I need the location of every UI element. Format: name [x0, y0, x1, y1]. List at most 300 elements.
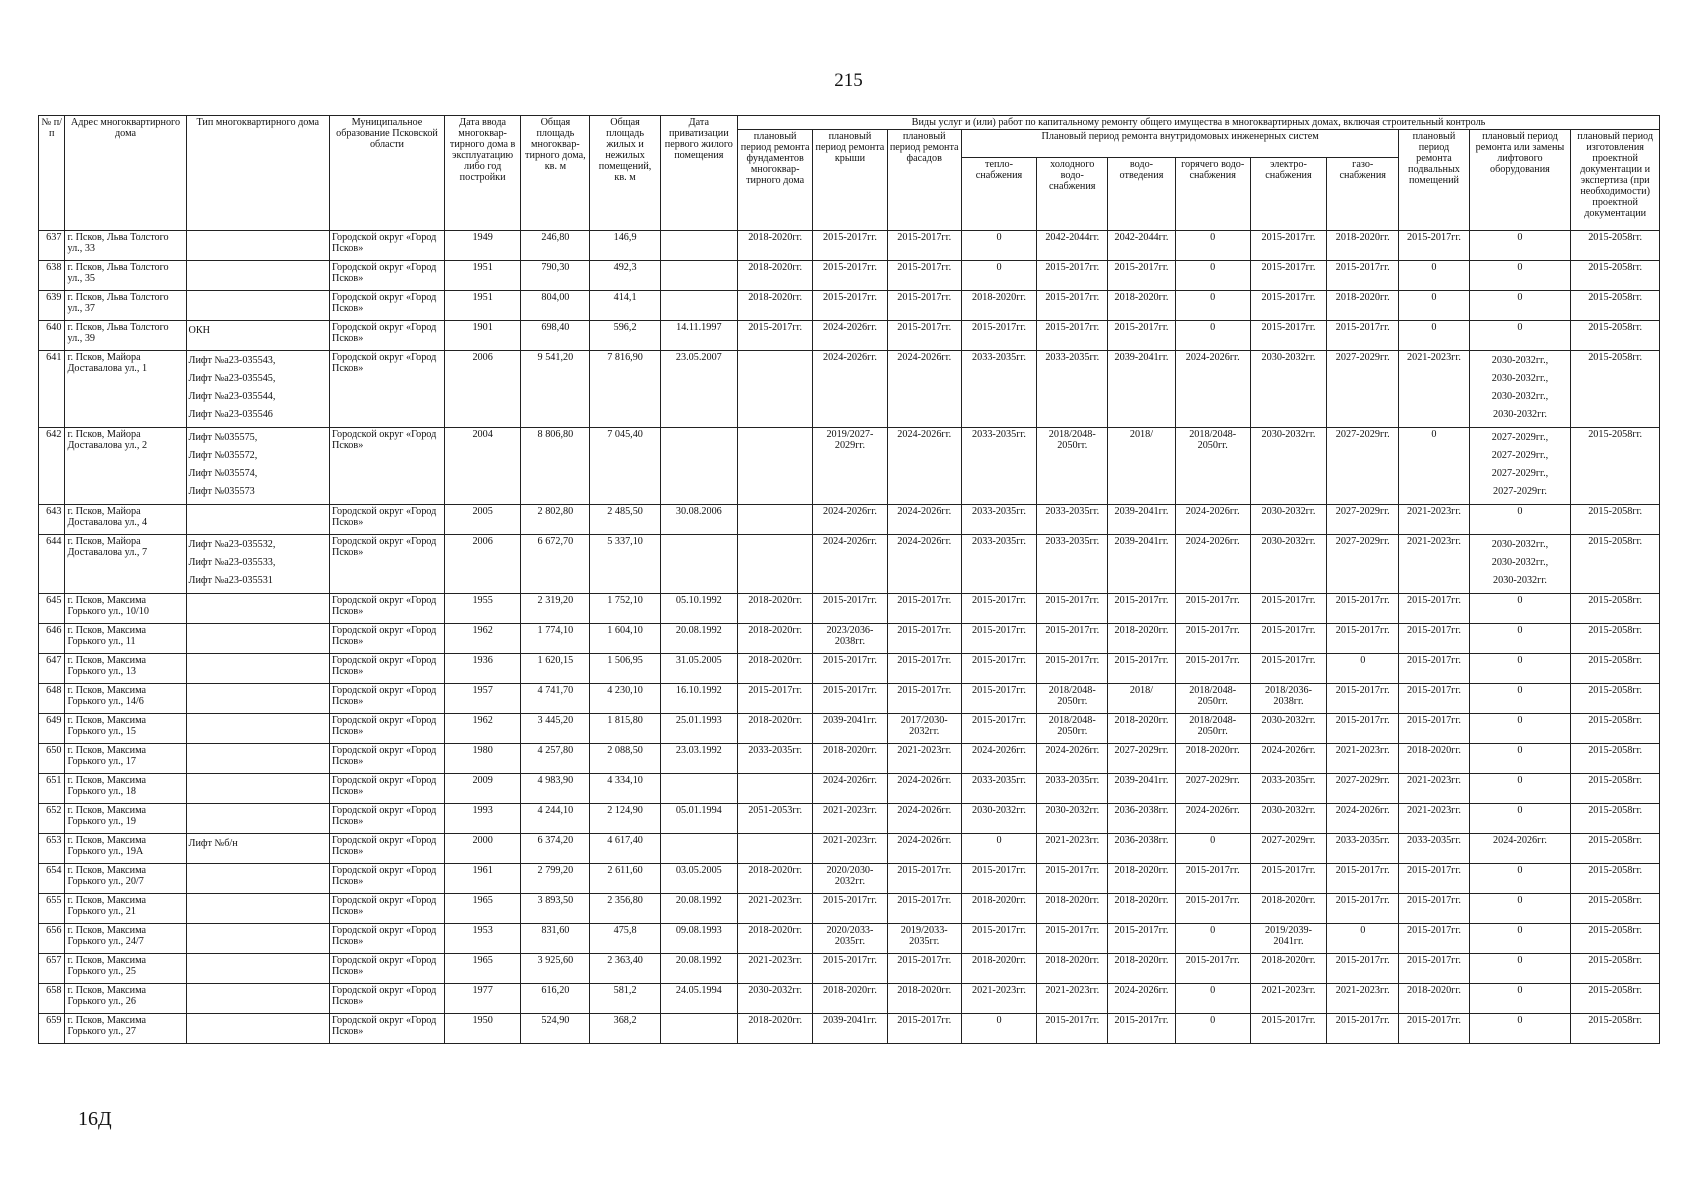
cell-hot-water: 2018/2048-2050гг.	[1175, 684, 1250, 714]
house-type-line: Лифт №а23-035546	[188, 409, 273, 420]
cell-electric: 2019/2039-2041гг.	[1250, 924, 1326, 954]
table-row	[39, 924, 1660, 954]
cell-roof: 2015-2017гг.	[813, 231, 887, 261]
cell-roof: 2021-2023гг.	[813, 834, 887, 864]
cell-elevator	[1469, 624, 1571, 654]
cell-cold-water: 2015-2017гг.	[1037, 291, 1108, 321]
table-row	[39, 428, 1660, 505]
cell-gas: 2018-2020гг.	[1327, 231, 1399, 261]
cell-elevator	[1469, 428, 1571, 505]
cell-heat: 0	[961, 834, 1036, 864]
cell-municipality: Городской округ «Город Псков»	[330, 535, 445, 594]
cell-elevator	[1469, 1014, 1571, 1044]
cell-foundation: 2030-2032гг.	[738, 984, 813, 1014]
cell-privatization-date	[660, 428, 737, 505]
house-type-line: Лифт №а23-035545,	[188, 373, 276, 384]
cell-foundation: 2018-2020гг.	[738, 654, 813, 684]
cell-hot-water: 0	[1175, 291, 1250, 321]
cell-basement: 2015-2017гг.	[1399, 714, 1469, 744]
elevator-period-line: 0	[1517, 775, 1523, 786]
cell-roof: 2019/2027-2029гг.	[813, 428, 887, 505]
cell-roof: 2015-2017гг.	[813, 261, 887, 291]
cell-electric: 2030-2032гг.	[1250, 535, 1326, 594]
cell-address: г. Псков, Максима Горького ул., 14/6	[65, 684, 186, 714]
elevator-period-line: 0	[1517, 745, 1523, 756]
cell-gas: 2027-2029гг.	[1327, 351, 1399, 428]
header-total-area: Общая площадь многоквар-тирного дома, кв. м	[521, 116, 590, 231]
cell-type	[186, 744, 329, 774]
cell-basement: 0	[1399, 291, 1469, 321]
cell-gas: 2027-2029гг.	[1327, 774, 1399, 804]
elevator-period-line: 2030-2032гг.,	[1491, 355, 1549, 366]
cell-hot-water: 2024-2026гг.	[1175, 804, 1250, 834]
cell-type	[186, 954, 329, 984]
elevator-period-line: 0	[1517, 895, 1523, 906]
cell-num: 649	[39, 714, 65, 744]
cell-facade: 2015-2017гг.	[887, 261, 961, 291]
cell-address: г. Псков, Максима Горького ул., 26	[65, 984, 186, 1014]
cell-municipality: Городской округ «Город Псков»	[330, 351, 445, 428]
cell-drainage: 2015-2017гг.	[1108, 1014, 1175, 1044]
cell-drainage: 2018-2020гг.	[1108, 291, 1175, 321]
cell-heat: 2018-2020гг.	[961, 954, 1036, 984]
cell-facade: 2015-2017гг.	[887, 321, 961, 351]
header-cold-water: холодного водо-снабжения	[1037, 158, 1108, 231]
cell-residential-area: 596,2	[590, 321, 660, 351]
cell-municipality: Городской округ «Город Псков»	[330, 834, 445, 864]
elevator-period-line: 0	[1517, 232, 1523, 243]
table-row	[39, 714, 1660, 744]
cell-design-docs: 2015-2058гг.	[1571, 624, 1660, 654]
cell-gas: 2015-2017гг.	[1327, 954, 1399, 984]
cell-address: г. Псков, Максима Горького ул., 11	[65, 624, 186, 654]
cell-basement: 2021-2023гг.	[1399, 351, 1469, 428]
cell-address: г. Псков, Льва Толстого ул., 35	[65, 261, 186, 291]
cell-num: 645	[39, 594, 65, 624]
table-row	[39, 321, 1660, 351]
cell-foundation	[738, 428, 813, 505]
cell-elevator	[1469, 744, 1571, 774]
cell-heat: 2015-2017гг.	[961, 924, 1036, 954]
cell-privatization-date	[660, 1014, 737, 1044]
header-num: № п/п	[39, 116, 65, 231]
cell-drainage: 2039-2041гг.	[1108, 351, 1175, 428]
cell-facade: 2015-2017гг.	[887, 954, 961, 984]
cell-gas: 2015-2017гг.	[1327, 321, 1399, 351]
cell-residential-area: 1 604,10	[590, 624, 660, 654]
cell-basement: 2015-2017гг.	[1399, 654, 1469, 684]
cell-total-area: 698,40	[521, 321, 590, 351]
cell-municipality: Городской округ «Город Псков»	[330, 864, 445, 894]
cell-privatization-date: 14.11.1997	[660, 321, 737, 351]
header-address: Адрес многоквартирного дома	[65, 116, 186, 231]
header-works-group: Виды услуг и (или) работ по капитальному ремонту общего имущества в многоквартирных домах, включая строительный контроль	[738, 116, 1660, 130]
table-row	[39, 744, 1660, 774]
cell-facade: 2024-2026гг.	[887, 505, 961, 535]
cell-type	[186, 924, 329, 954]
cell-foundation	[738, 535, 813, 594]
cell-cold-water: 2015-2017гг.	[1037, 594, 1108, 624]
cell-privatization-date	[660, 231, 737, 261]
cell-total-area: 2 799,20	[521, 864, 590, 894]
cell-electric: 2015-2017гг.	[1250, 261, 1326, 291]
cell-gas: 2015-2017гг.	[1327, 714, 1399, 744]
cell-design-docs: 2015-2058гг.	[1571, 535, 1660, 594]
cell-total-area: 4 244,10	[521, 804, 590, 834]
cell-cold-water: 2033-2035гг.	[1037, 774, 1108, 804]
cell-basement: 2015-2017гг.	[1399, 624, 1469, 654]
cell-total-area: 524,90	[521, 1014, 590, 1044]
cell-municipality: Городской округ «Город Псков»	[330, 894, 445, 924]
cell-roof: 2024-2026гг.	[813, 505, 887, 535]
header-basement: плановый период ремонта подвальных помещений	[1399, 130, 1469, 231]
table-row	[39, 351, 1660, 428]
cell-type	[186, 505, 329, 535]
cell-electric: 2015-2017гг.	[1250, 231, 1326, 261]
cell-address: г. Псков, Льва Толстого ул., 33	[65, 231, 186, 261]
cell-year: 2000	[444, 834, 520, 864]
cell-facade: 2024-2026гг.	[887, 804, 961, 834]
house-type-line: Лифт №а23-035533,	[188, 557, 276, 568]
cell-total-area: 1 774,10	[521, 624, 590, 654]
cell-heat: 0	[961, 261, 1036, 291]
cell-heat: 2033-2035гг.	[961, 774, 1036, 804]
cell-municipality: Городской округ «Город Псков»	[330, 261, 445, 291]
cell-foundation	[738, 834, 813, 864]
cell-heat: 2033-2035гг.	[961, 428, 1036, 505]
cell-gas: 2015-2017гг.	[1327, 1014, 1399, 1044]
footer-mark: 16Д	[78, 1108, 112, 1130]
cell-year: 2006	[444, 535, 520, 594]
cell-hot-water: 2015-2017гг.	[1175, 864, 1250, 894]
cell-cold-water: 2015-2017гг.	[1037, 261, 1108, 291]
cell-municipality: Городской округ «Город Псков»	[330, 744, 445, 774]
cell-heat: 2015-2017гг.	[961, 594, 1036, 624]
elevator-period-line: 2027-2029гг.,	[1491, 450, 1549, 461]
cell-foundation: 2018-2020гг.	[738, 231, 813, 261]
cell-num: 647	[39, 654, 65, 684]
cell-drainage: 2018-2020гг.	[1108, 714, 1175, 744]
cell-privatization-date: 24.05.1994	[660, 984, 737, 1014]
cell-foundation: 2015-2017гг.	[738, 321, 813, 351]
cell-year: 1951	[444, 291, 520, 321]
cell-hot-water: 2015-2017гг.	[1175, 654, 1250, 684]
cell-foundation: 2021-2023гг.	[738, 894, 813, 924]
cell-hot-water: 2018/2048-2050гг.	[1175, 428, 1250, 505]
cell-roof: 2020/2033-2035гг.	[813, 924, 887, 954]
elevator-period-line: 2027-2029гг.,	[1491, 468, 1549, 479]
cell-address: г. Псков, Максима Горького ул., 20/7	[65, 864, 186, 894]
cell-facade: 2024-2026гг.	[887, 535, 961, 594]
elevator-period-line: 0	[1517, 805, 1523, 816]
cell-num: 644	[39, 535, 65, 594]
cell-num: 653	[39, 834, 65, 864]
cell-cold-water: 2015-2017гг.	[1037, 321, 1108, 351]
house-type-line: Лифт №035575,	[188, 432, 258, 443]
cell-design-docs: 2015-2058гг.	[1571, 864, 1660, 894]
elevator-period-line: 2030-2032гг.,	[1491, 373, 1549, 384]
elevator-period-line: 2030-2032гг.,	[1491, 391, 1549, 402]
cell-hot-water: 2027-2029гг.	[1175, 774, 1250, 804]
cell-foundation	[738, 505, 813, 535]
cell-cold-water: 2018/2048-2050гг.	[1037, 428, 1108, 505]
cell-hot-water: 2024-2026гг.	[1175, 505, 1250, 535]
cell-roof: 2024-2026гг.	[813, 351, 887, 428]
cell-design-docs: 2015-2058гг.	[1571, 428, 1660, 505]
cell-municipality: Городской округ «Город Псков»	[330, 984, 445, 1014]
table-row	[39, 535, 1660, 594]
house-type-line: Лифт №035574,	[188, 468, 258, 479]
capital-repair-table	[38, 115, 1660, 1044]
cell-total-area: 2 802,80	[521, 505, 590, 535]
cell-address: г. Псков, Максима Горького ул., 19А	[65, 834, 186, 864]
cell-type	[186, 231, 329, 261]
header-drainage: водо-отведения	[1108, 158, 1175, 231]
house-type-line: Лифт №035572,	[188, 450, 258, 461]
cell-residential-area: 2 356,80	[590, 894, 660, 924]
cell-cold-water: 2018-2020гг.	[1037, 954, 1108, 984]
cell-type	[186, 834, 329, 864]
cell-residential-area: 2 124,90	[590, 804, 660, 834]
cell-cold-water: 2042-2044гг.	[1037, 231, 1108, 261]
cell-design-docs: 2015-2058гг.	[1571, 1014, 1660, 1044]
cell-num: 638	[39, 261, 65, 291]
cell-facade: 2018-2020гг.	[887, 984, 961, 1014]
cell-facade: 2015-2017гг.	[887, 594, 961, 624]
cell-municipality: Городской округ «Город Псков»	[330, 954, 445, 984]
header-gas: газо-снабжения	[1327, 158, 1399, 231]
cell-basement: 2015-2017гг.	[1399, 894, 1469, 924]
cell-elevator	[1469, 714, 1571, 744]
cell-residential-area: 146,9	[590, 231, 660, 261]
cell-drainage: 2024-2026гг.	[1108, 984, 1175, 1014]
header-privatization-date: Дата приватизации первого жилого помещения	[660, 116, 737, 231]
cell-address: г. Псков, Максима Горького ул., 13	[65, 654, 186, 684]
cell-total-area: 8 806,80	[521, 428, 590, 505]
cell-municipality: Городской округ «Город Псков»	[330, 428, 445, 505]
cell-basement: 2018-2020гг.	[1399, 984, 1469, 1014]
cell-num: 648	[39, 684, 65, 714]
header-roof: плановый период ремонта крыши	[813, 130, 887, 231]
cell-drainage: 2015-2017гг.	[1108, 594, 1175, 624]
table-row	[39, 594, 1660, 624]
cell-roof: 2018-2020гг.	[813, 984, 887, 1014]
cell-electric: 2015-2017гг.	[1250, 1014, 1326, 1044]
elevator-period-line: 2030-2032гг.,	[1491, 557, 1549, 568]
cell-gas: 2015-2017гг.	[1327, 894, 1399, 924]
cell-elevator	[1469, 924, 1571, 954]
cell-roof: 2015-2017гг.	[813, 684, 887, 714]
cell-privatization-date	[660, 291, 737, 321]
cell-address: г. Псков, Максима Горького ул., 25	[65, 954, 186, 984]
cell-basement: 2033-2035гг.	[1399, 834, 1469, 864]
cell-foundation: 2018-2020гг.	[738, 864, 813, 894]
cell-basement: 2015-2017гг.	[1399, 594, 1469, 624]
cell-basement: 2018-2020гг.	[1399, 744, 1469, 774]
cell-heat: 2033-2035гг.	[961, 505, 1036, 535]
cell-hot-water: 0	[1175, 261, 1250, 291]
house-type-line: Лифт №а23-035532,	[188, 539, 276, 550]
cell-electric: 2030-2032гг.	[1250, 804, 1326, 834]
cell-foundation	[738, 774, 813, 804]
cell-num: 651	[39, 774, 65, 804]
elevator-period-line: 0	[1517, 292, 1523, 303]
cell-total-area: 2 319,20	[521, 594, 590, 624]
cell-total-area: 3 893,50	[521, 894, 590, 924]
cell-drainage: 2015-2017гг.	[1108, 261, 1175, 291]
cell-total-area: 616,20	[521, 984, 590, 1014]
house-type-line: Лифт №035573	[188, 486, 255, 497]
cell-cold-water: 2021-2023гг.	[1037, 984, 1108, 1014]
cell-gas: 0	[1327, 924, 1399, 954]
cell-residential-area: 4 334,10	[590, 774, 660, 804]
elevator-period-line: 0	[1517, 625, 1523, 636]
cell-municipality: Городской округ «Город Псков»	[330, 924, 445, 954]
cell-num: 654	[39, 864, 65, 894]
cell-hot-water: 0	[1175, 834, 1250, 864]
cell-year: 1962	[444, 714, 520, 744]
cell-hot-water: 2024-2026гг.	[1175, 535, 1250, 594]
cell-basement: 2015-2017гг.	[1399, 684, 1469, 714]
cell-electric: 2015-2017гг.	[1250, 654, 1326, 684]
cell-heat: 2015-2017гг.	[961, 321, 1036, 351]
cell-residential-area: 414,1	[590, 291, 660, 321]
elevator-period-line: 0	[1517, 955, 1523, 966]
cell-drainage: 2039-2041гг.	[1108, 774, 1175, 804]
cell-residential-area: 1 815,80	[590, 714, 660, 744]
table-row	[39, 1014, 1660, 1044]
cell-basement: 2015-2017гг.	[1399, 924, 1469, 954]
cell-privatization-date: 20.08.1992	[660, 894, 737, 924]
cell-elevator	[1469, 654, 1571, 684]
cell-elevator	[1469, 984, 1571, 1014]
cell-basement: 2015-2017гг.	[1399, 231, 1469, 261]
cell-drainage: 2018-2020гг.	[1108, 954, 1175, 984]
cell-hot-water: 0	[1175, 321, 1250, 351]
cell-drainage: 2042-2044гг.	[1108, 231, 1175, 261]
house-type-line: ОКН	[188, 325, 211, 336]
elevator-period-line: 0	[1517, 506, 1523, 517]
cell-elevator	[1469, 594, 1571, 624]
cell-roof: 2015-2017гг.	[813, 654, 887, 684]
cell-heat: 2018-2020гг.	[961, 894, 1036, 924]
cell-year: 1955	[444, 594, 520, 624]
cell-roof: 2015-2017гг.	[813, 291, 887, 321]
table-row	[39, 684, 1660, 714]
house-type-line: Лифт №а23-035531	[188, 575, 273, 586]
cell-address: г. Псков, Майора Доставалова ул., 1	[65, 351, 186, 428]
cell-address: г. Псков, Максима Горького ул., 17	[65, 744, 186, 774]
cell-privatization-date: 30.08.2006	[660, 505, 737, 535]
cell-electric: 2030-2032гг.	[1250, 714, 1326, 744]
cell-drainage: 2015-2017гг.	[1108, 321, 1175, 351]
cell-roof: 2021-2023гг.	[813, 804, 887, 834]
cell-num: 657	[39, 954, 65, 984]
cell-cold-water: 2015-2017гг.	[1037, 924, 1108, 954]
cell-gas: 2015-2017гг.	[1327, 684, 1399, 714]
cell-total-area: 6 374,20	[521, 834, 590, 864]
elevator-period-line: 0	[1517, 595, 1523, 606]
cell-address: г. Псков, Максима Горького ул., 10/10	[65, 594, 186, 624]
cell-electric: 2015-2017гг.	[1250, 321, 1326, 351]
cell-foundation: 2033-2035гг.	[738, 744, 813, 774]
cell-municipality: Городской округ «Город Псков»	[330, 594, 445, 624]
cell-privatization-date: 20.08.1992	[660, 954, 737, 984]
cell-type	[186, 684, 329, 714]
header-municipality: Муниципальное образование Псковской области	[330, 116, 445, 231]
elevator-period-line: 0	[1517, 715, 1523, 726]
cell-year: 1993	[444, 804, 520, 834]
cell-heat: 2018-2020гг.	[961, 291, 1036, 321]
elevator-period-line: 2024-2026гг.	[1493, 835, 1547, 846]
cell-design-docs: 2015-2058гг.	[1571, 774, 1660, 804]
cell-design-docs: 2015-2058гг.	[1571, 594, 1660, 624]
cell-address: г. Псков, Максима Горького ул., 24/7	[65, 924, 186, 954]
cell-design-docs: 2015-2058гг.	[1571, 654, 1660, 684]
cell-residential-area: 2 611,60	[590, 864, 660, 894]
cell-cold-water: 2024-2026гг.	[1037, 744, 1108, 774]
cell-gas: 2015-2017гг.	[1327, 261, 1399, 291]
cell-municipality: Городской округ «Город Псков»	[330, 1014, 445, 1044]
cell-design-docs: 2015-2058гг.	[1571, 351, 1660, 428]
cell-foundation: 2018-2020гг.	[738, 1014, 813, 1044]
table-row	[39, 834, 1660, 864]
cell-design-docs: 2015-2058гг.	[1571, 684, 1660, 714]
cell-type	[186, 291, 329, 321]
cell-address: г. Псков, Льва Толстого ул., 39	[65, 321, 186, 351]
cell-basement: 2021-2023гг.	[1399, 774, 1469, 804]
cell-heat: 0	[961, 231, 1036, 261]
cell-drainage: 2036-2038гг.	[1108, 804, 1175, 834]
cell-heat: 0	[961, 1014, 1036, 1044]
cell-electric: 2024-2026гг.	[1250, 744, 1326, 774]
cell-roof: 2024-2026гг.	[813, 774, 887, 804]
table-header	[39, 116, 1660, 231]
cell-design-docs: 2015-2058гг.	[1571, 321, 1660, 351]
cell-num: 640	[39, 321, 65, 351]
header-heat: тепло-снабжения	[961, 158, 1036, 231]
cell-privatization-date	[660, 261, 737, 291]
cell-elevator	[1469, 894, 1571, 924]
cell-elevator	[1469, 864, 1571, 894]
cell-facade: 2019/2033-2035гг.	[887, 924, 961, 954]
cell-facade: 2015-2017гг.	[887, 291, 961, 321]
elevator-period-line: 2027-2029гг.,	[1491, 432, 1549, 443]
cell-design-docs: 2015-2058гг.	[1571, 804, 1660, 834]
cell-electric: 2030-2032гг.	[1250, 428, 1326, 505]
cell-roof: 2018-2020гг.	[813, 744, 887, 774]
elevator-period-line: 0	[1517, 865, 1523, 876]
cell-type	[186, 804, 329, 834]
cell-year: 1965	[444, 954, 520, 984]
cell-hot-water: 2015-2017гг.	[1175, 624, 1250, 654]
cell-address: г. Псков, Максима Горького ул., 27	[65, 1014, 186, 1044]
cell-year: 2009	[444, 774, 520, 804]
header-commission-date: Дата ввода многоквар-тирного дома в эксплуатацию либо год постройки	[444, 116, 520, 231]
cell-electric: 2015-2017гг.	[1250, 594, 1326, 624]
cell-residential-area: 1 752,10	[590, 594, 660, 624]
cell-facade: 2024-2026гг.	[887, 774, 961, 804]
cell-hot-water: 0	[1175, 984, 1250, 1014]
cell-drainage: 2039-2041гг.	[1108, 535, 1175, 594]
cell-facade: 2015-2017гг.	[887, 684, 961, 714]
cell-address: г. Псков, Майора Доставалова ул., 4	[65, 505, 186, 535]
cell-elevator	[1469, 351, 1571, 428]
cell-residential-area: 7 045,40	[590, 428, 660, 505]
cell-elevator	[1469, 804, 1571, 834]
cell-year: 1936	[444, 654, 520, 684]
cell-foundation	[738, 351, 813, 428]
